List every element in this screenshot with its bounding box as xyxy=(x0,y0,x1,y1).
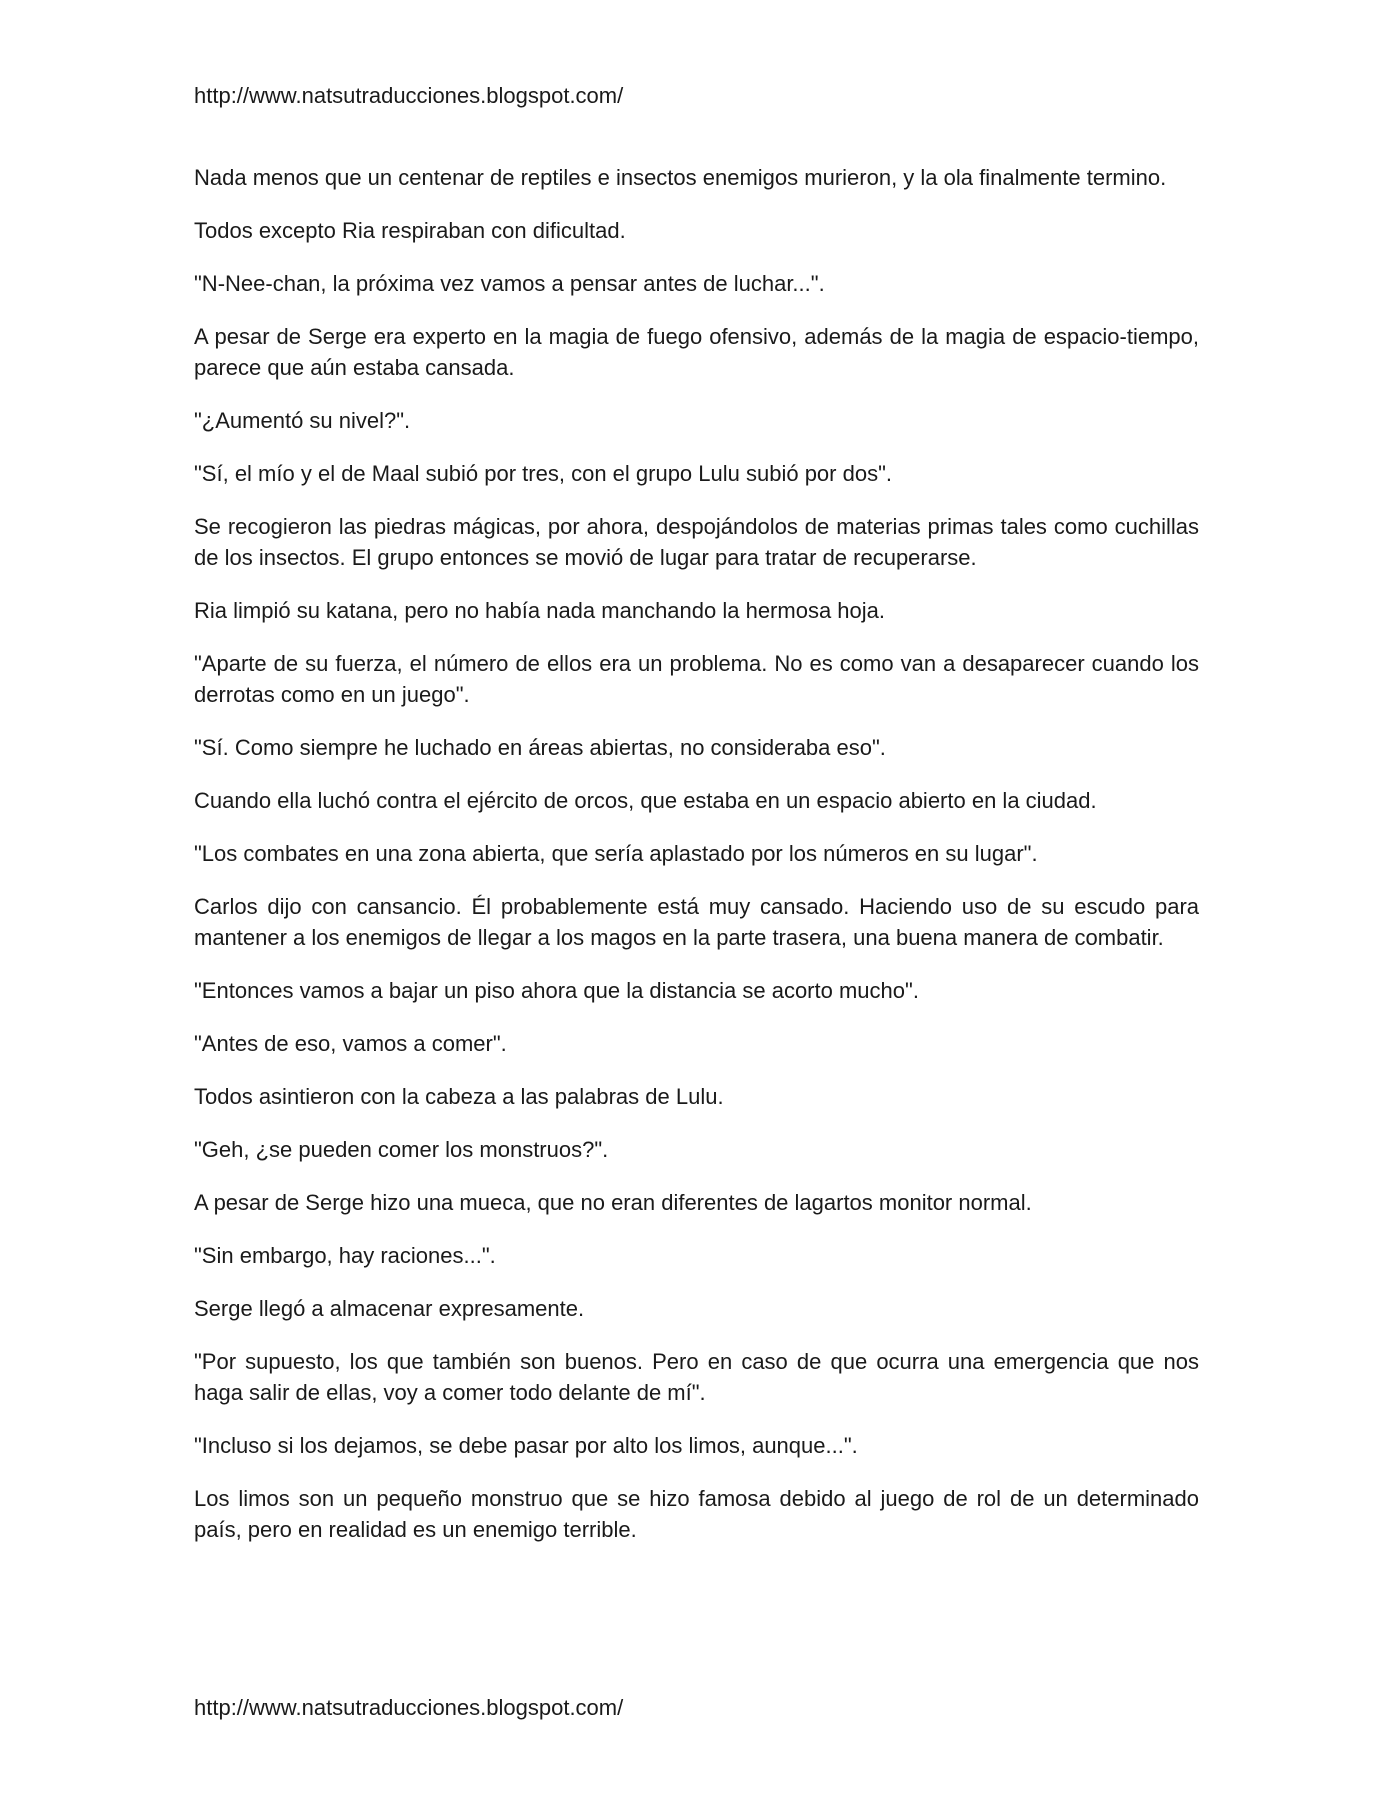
paragraph: A pesar de Serge hizo una mueca, que no eran diferentes de lagartos monitor normal. xyxy=(194,1190,1032,1215)
paragraph: A pesar de Serge era experto en la magia de fuego ofensivo, además de la magia de espacio-tiempo, parece que aún estaba cansada. xyxy=(194,324,1199,380)
paragraph: "Sin embargo, hay raciones...". xyxy=(194,1243,496,1268)
paragraph: "¿Aumentó su nivel?". xyxy=(194,408,411,433)
paragraph: Todos asintieron con la cabeza a las palabras de Lulu. xyxy=(194,1084,724,1109)
paragraph: "N-Nee-chan, la próxima vez vamos a pensar antes de luchar...". xyxy=(194,271,825,296)
paragraph: Nada menos que un centenar de reptiles e insectos enemigos murieron, y la ola finalmente termino. xyxy=(194,165,1167,190)
paragraph: "Aparte de su fuerza, el número de ellos era un problema. No es como van a desaparecer cuando los derrotas como en un juego". xyxy=(194,651,1199,707)
paragraph: "Antes de eso, vamos a comer". xyxy=(194,1031,507,1056)
paragraph: "Geh, ¿se pueden comer los monstruos?". xyxy=(194,1137,609,1162)
paragraph: "Incluso si los dejamos, se debe pasar por alto los limos, aunque...". xyxy=(194,1433,858,1458)
paragraph: "Sí, el mío y el de Maal subió por tres, con el grupo Lulu subió por dos". xyxy=(194,461,892,486)
footer-url: http://www.natsutraducciones.blogspot.com/ xyxy=(194,1695,624,1720)
paragraph: Ria limpió su katana, pero no había nada manchando la hermosa hoja. xyxy=(194,598,886,623)
paragraph: Todos excepto Ria respiraban con dificultad. xyxy=(194,218,626,243)
paragraph: "Los combates en una zona abierta, que sería aplastado por los números en su lugar". xyxy=(194,841,1038,866)
paragraph: Se recogieron las piedras mágicas, por ahora, despojándolos de materias primas tales como cuchillas de los insectos. El grupo entonces se movió de lugar para tratar de recuperarse. xyxy=(194,514,1199,570)
header-url: http://www.natsutraducciones.blogspot.com/ xyxy=(194,83,624,108)
paragraph: Serge llegó a almacenar expresamente. xyxy=(194,1296,585,1321)
paragraph: Cuando ella luchó contra el ejército de orcos, que estaba en un espacio abierto en la ciudad. xyxy=(194,788,1097,813)
paragraph: Los limos son un pequeño monstruo que se hizo famosa debido al juego de rol de un determinado país, pero en realidad es un enemigo terrible. xyxy=(194,1486,1199,1542)
body-text xyxy=(194,162,1199,1567)
paragraph: "Por supuesto, los que también son buenos. Pero en caso de que ocurra una emergencia que nos haga salir de ellas, voy a comer todo delante de mí". xyxy=(194,1349,1199,1405)
paragraph: "Sí. Como siempre he luchado en áreas abiertas, no consideraba eso". xyxy=(194,735,886,760)
paragraph: Carlos dijo con cansancio. Él probablemente está muy cansado. Haciendo uso de su escudo para mantener a los enemigos de llegar a los magos en la parte trasera, una buena manera de combatir. xyxy=(194,894,1199,950)
paragraph: "Entonces vamos a bajar un piso ahora que la distancia se acorto mucho". xyxy=(194,978,919,1003)
